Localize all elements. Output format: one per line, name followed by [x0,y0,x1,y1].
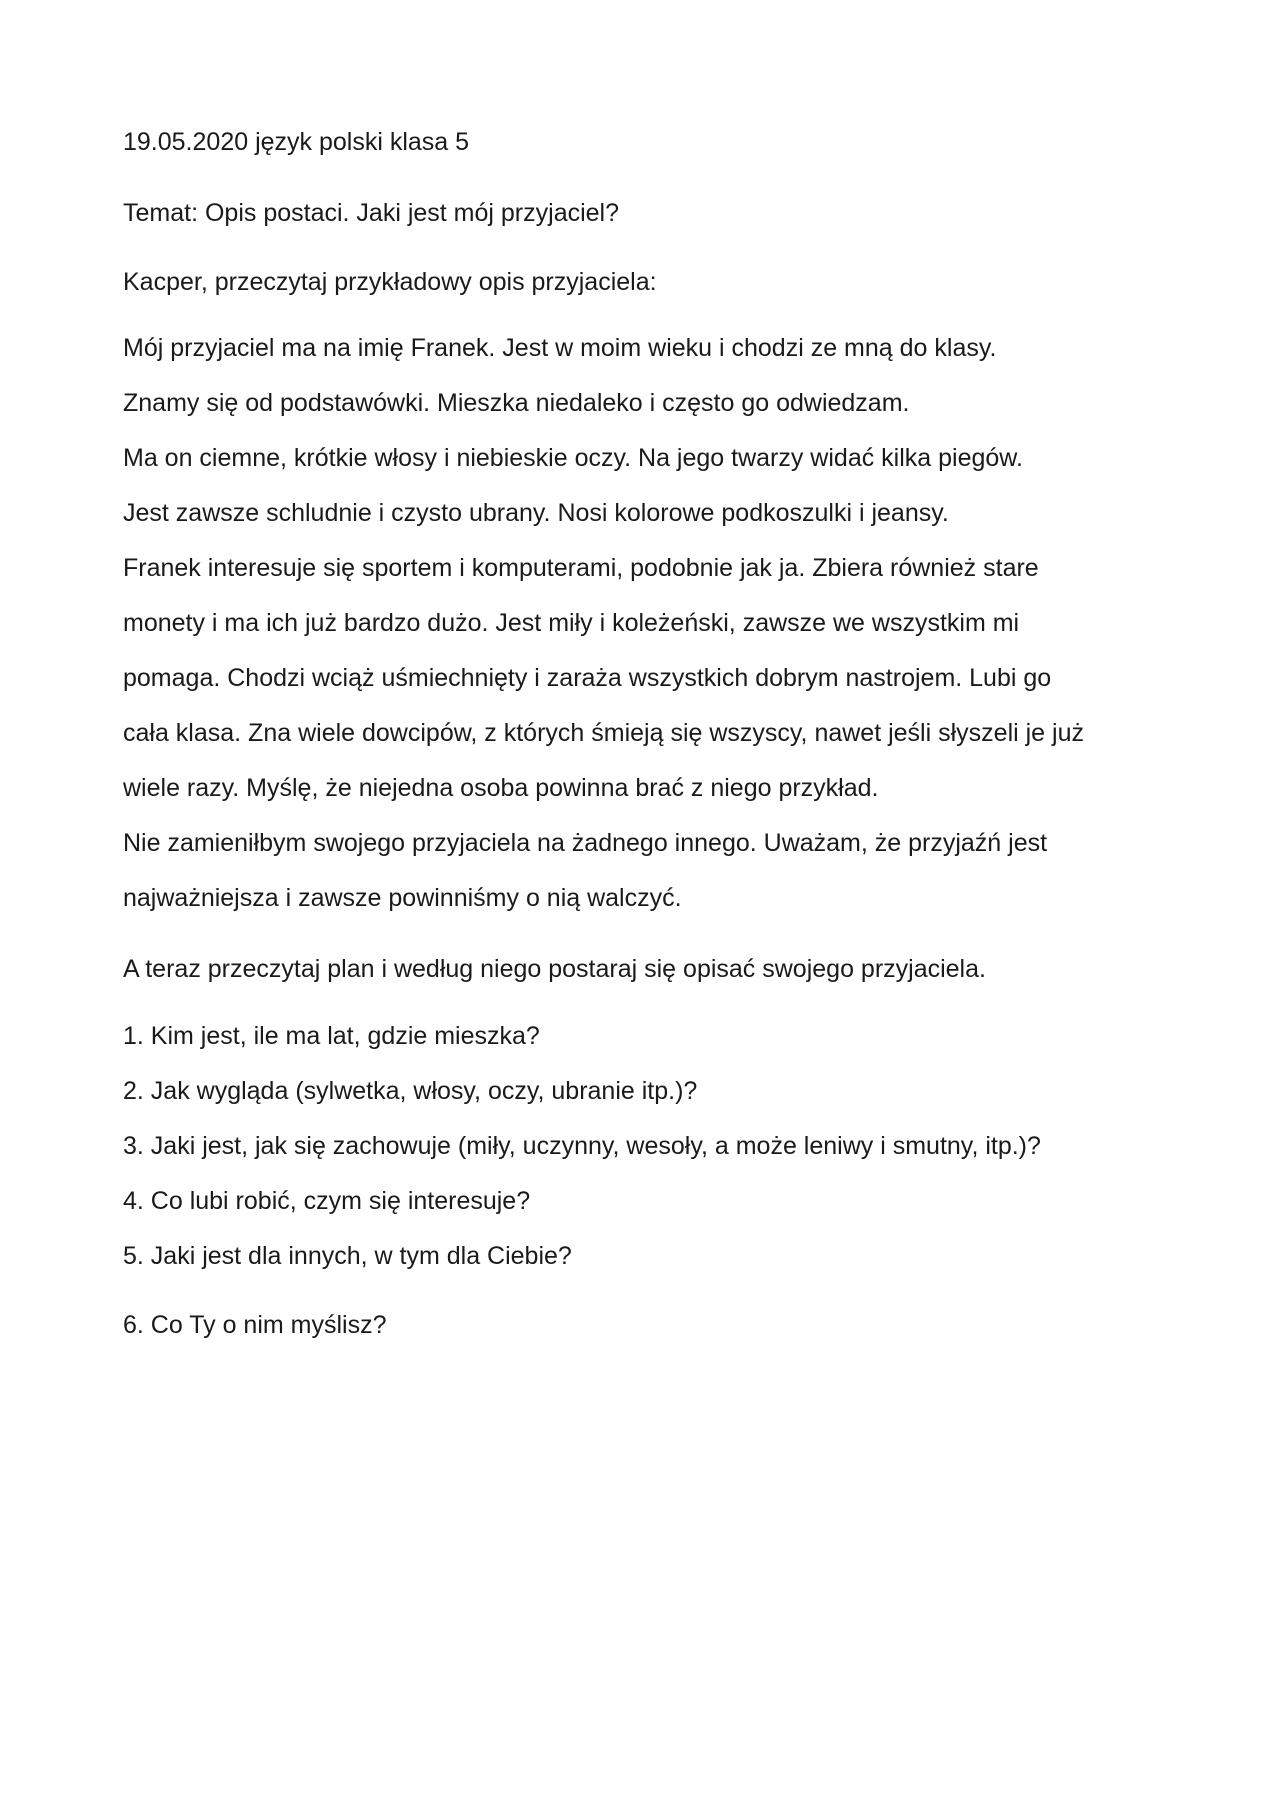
example-line: wiele razy. Myślę, że niejedna osoba powinna brać z niego przykład. [123,774,879,802]
plan-intro: A teraz przeczytaj plan i według niego postaraj się opisać swojego przyjaciela. [123,955,986,983]
plan-item: 6. Co Ty o nim myślisz? [123,1311,387,1339]
example-line: cała klasa. Zna wiele dowcipów, z których śmieją się wszyscy, nawet jeśli słyszeli je już [123,719,1084,747]
plan-item: 2. Jak wygląda (sylwetka, włosy, oczy, ubranie itp.)? [123,1077,698,1105]
plan-item: 1. Kim jest, ile ma lat, gdzie mieszka? [123,1022,540,1050]
example-line: Mój przyjaciel ma na imię Franek. Jest w moim wieku i chodzi ze mną do klasy. [123,334,997,362]
date-line: 19.05.2020 język polski klasa 5 [123,128,470,156]
example-line: Nie zamieniłbym swojego przyjaciela na żadnego innego. Uważam, że przyjaźń jest [123,829,1048,857]
plan-item: 3. Jaki jest, jak się zachowuje (miły, uczynny, wesoły, a może leniwy i smutny, itp.)? [123,1132,1041,1160]
plan-item: 5. Jaki jest dla innych, w tym dla Ciebie? [123,1242,572,1270]
example-line: najważniejsza i zawsze powinniśmy o nią walczyć. [123,884,682,912]
example-line: Znamy się od podstawówki. Mieszka niedaleko i często go odwiedzam. [123,389,910,417]
example-line: pomaga. Chodzi wciąż uśmiechnięty i zaraża wszystkich dobrym nastrojem. Lubi go [123,664,1052,692]
example-line: Jest zawsze schludnie i czysto ubrany. Nosi kolorowe podkoszulki i jeansy. [123,499,949,527]
example-line: Ma on ciemne, krótkie włosy i niebieskie oczy. Na jego twarzy widać kilka piegów. [123,444,1023,472]
example-line: monety i ma ich już bardzo dużo. Jest miły i koleżeński, zawsze we wszystkim mi [123,609,1020,637]
example-line: Franek interesuje się sportem i komputerami, podobnie jak ja. Zbiera również stare [123,554,1039,582]
topic-line: Temat: Opis postaci. Jaki jest mój przyjaciel? [123,199,620,227]
instruction-line: Kacper, przeczytaj przykładowy opis przyjaciela: [123,268,657,296]
plan-item: 4. Co lubi robić, czym się interesuje? [123,1187,531,1215]
